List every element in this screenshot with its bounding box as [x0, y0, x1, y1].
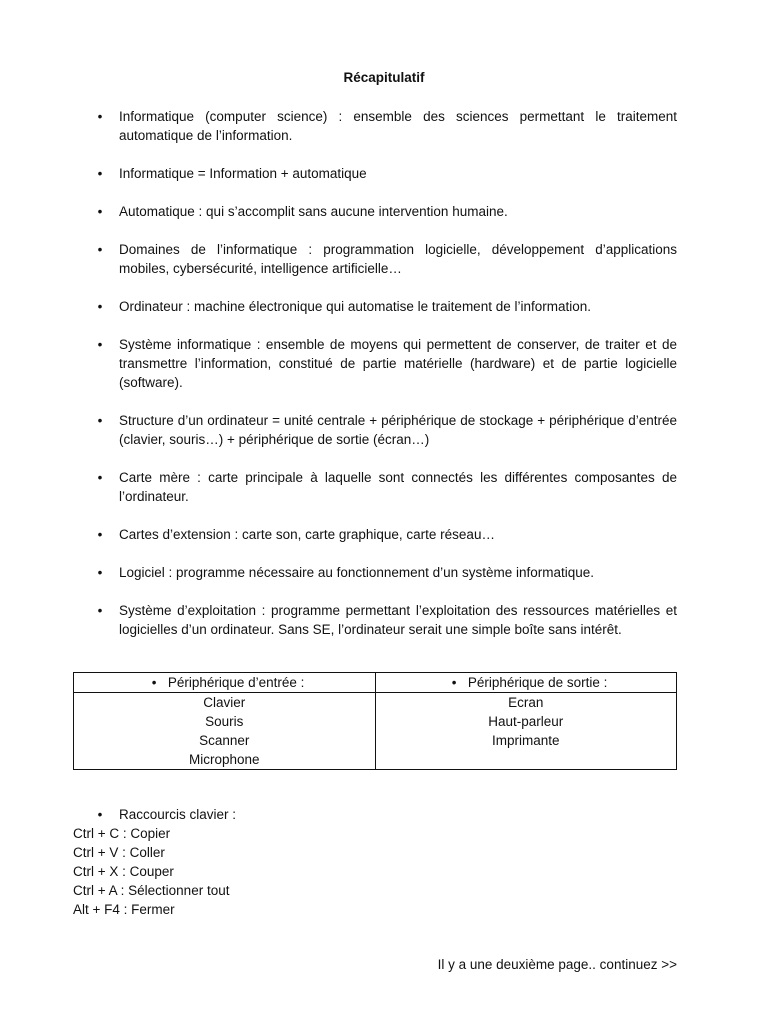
bullet-text: Domaines de l’informatique : programmation logicielle, développement d’applications mobiles, cybersécurité, intelligence artificielle… — [119, 242, 677, 276]
bullet-icon: • — [97, 603, 103, 618]
bullet-icon: • — [151, 675, 157, 690]
bullet-text: Structure d’un ordinateur = unité centrale + périphérique de stockage + périphérique d’entrée (clavier, souris…) + périphérique de sortie (écran…) — [119, 413, 677, 447]
shortcut-cut: Ctrl + X : Couper — [73, 864, 174, 879]
bullet-text: Système informatique : ensemble de moyens qui permettent de conserver, de traiter et de transmettre l’information, constitué de partie matérielle (hardware) et de partie logicielle (software). — [119, 337, 677, 390]
input-peripherals-cell — [74, 693, 376, 770]
bullet-item-structure-ordinateur — [73, 411, 677, 449]
bullet-text: Informatique = Information + automatique — [119, 166, 367, 181]
output-item: Imprimante — [491, 733, 560, 748]
bullet-icon: • — [97, 109, 103, 124]
shortcuts-heading-text: Raccourcis clavier : — [119, 807, 237, 822]
peripherals-table — [73, 672, 677, 770]
output-header-label: Périphérique de sortie : — [467, 675, 608, 690]
input-header-label: Périphérique d’entrée : — [167, 675, 305, 690]
continue-to-next-page-note: Il y a une deuxième page.. continuez >> — [437, 957, 677, 972]
bullet-item-automatique — [73, 202, 677, 221]
bullet-icon: • — [451, 675, 457, 690]
bullet-text: Automatique : qui s’accomplit sans aucune intervention humaine. — [119, 204, 508, 219]
bullet-item-domaines — [73, 240, 677, 278]
shortcut-close: Alt + F4 : Fermer — [73, 902, 175, 917]
output-peripherals-cell — [375, 693, 677, 770]
input-item: Souris — [205, 714, 244, 729]
input-item: Microphone — [188, 752, 260, 767]
bullet-text: Cartes d’extension : carte son, carte graphique, carte réseau… — [119, 527, 495, 542]
input-item: Clavier — [203, 695, 246, 710]
bullet-icon: • — [97, 527, 103, 542]
bullet-item-systeme-informatique — [73, 335, 677, 392]
bullet-icon: • — [97, 166, 103, 181]
bullet-icon: • — [97, 807, 103, 822]
bullet-item-informatique-equation — [73, 164, 677, 183]
bullet-item-carte-mere — [73, 468, 677, 506]
output-item: Haut-parleur — [488, 714, 564, 729]
bullet-text: Ordinateur : machine électronique qui automatise le traitement de l’information. — [119, 299, 591, 314]
bullet-icon: • — [97, 204, 103, 219]
keyboard-shortcuts-section — [73, 805, 677, 919]
bullet-text: Informatique (computer science) : ensemble des sciences permettant le traitement automatique de l’information. — [119, 109, 677, 143]
bullet-icon: • — [97, 565, 103, 580]
bullet-item-informatique-definition — [73, 107, 677, 145]
bullet-icon: • — [97, 299, 103, 314]
bullet-text: Carte mère : carte principale à laquelle sont connectés les différentes composantes de l’ordinateur. — [119, 470, 677, 504]
output-peripherals-header — [375, 673, 677, 693]
page-title: Récapitulatif — [343, 70, 425, 85]
input-item: Scanner — [199, 733, 250, 748]
shortcut-copy: Ctrl + C : Copier — [73, 826, 171, 841]
table-header-row — [74, 673, 677, 693]
bullet-text: Logiciel : programme nécessaire au fonctionnement d’un système informatique. — [119, 565, 594, 580]
bullet-item-ordinateur — [73, 297, 677, 316]
summary-bullet-list — [73, 107, 677, 658]
shortcut-paste: Ctrl + V : Coller — [73, 845, 165, 860]
bullet-text: Système d’exploitation : programme permettant l’exploitation des ressources matérielles et logicielles d’un ordinateur. Sans SE, l’ordinateur serait une simple boîte sans intérêt. — [119, 603, 677, 637]
shortcut-select-all: Ctrl + A : Sélectionner tout — [73, 883, 230, 898]
table-row — [74, 693, 677, 770]
bullet-icon: • — [97, 242, 103, 257]
input-peripherals-header — [74, 673, 376, 693]
bullet-icon: • — [97, 337, 103, 352]
bullet-icon: • — [97, 470, 103, 485]
shortcuts-heading — [73, 805, 677, 824]
bullet-item-cartes-extension — [73, 525, 677, 544]
output-item: Ecran — [508, 695, 544, 710]
bullet-item-logiciel — [73, 563, 677, 582]
bullet-item-systeme-exploitation — [73, 601, 677, 639]
bullet-icon: • — [97, 413, 103, 428]
